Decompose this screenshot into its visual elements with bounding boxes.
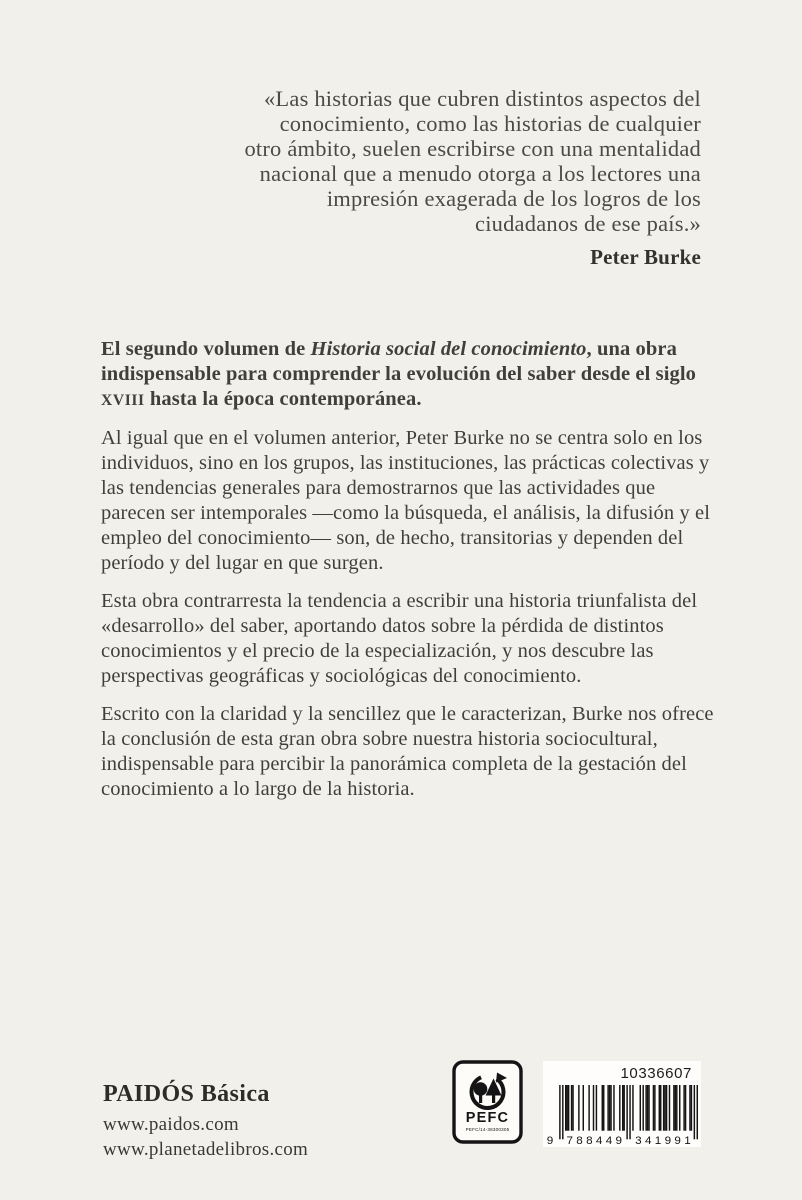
synopsis-paragraph: Escrito con la claridad y la sencillez que le caracterizan, Burke nos ofrece la conclusión de esta gran obra sobre nuestra historia sociocultural, indispensable para percibir la panorámica completa de la gestación del conocimiento a lo largo de la historia.: [101, 703, 714, 800]
publisher-url: www.paidos.com: [103, 1114, 239, 1135]
quote-line: nacional que a menudo otorga a los lectores una: [259, 161, 701, 186]
quote-line: ciudadanos de ese país.»: [475, 211, 701, 236]
quote-line: conocimiento, como las historias de cualquier: [279, 111, 701, 136]
pefc-label: PEFC: [465, 1110, 510, 1126]
svg-text:9: 9: [546, 1134, 554, 1145]
svg-text:788449: 788449: [566, 1134, 622, 1145]
roman-numeral-smallcaps: XVIII: [101, 392, 145, 409]
quote-line: «Las historias que cubren distintos aspectos del: [263, 86, 701, 111]
synopsis-intro: [101, 337, 721, 413]
imprint-name: PAIDÓS Básica: [103, 1081, 270, 1107]
product-code: 10336607: [620, 1065, 692, 1082]
intro-text: , una obra indispensable para comprender la evolución del saber desde el siglo: [101, 338, 696, 385]
synopsis-paragraph: Al igual que en el volumen anterior, Peter Burke no se centra solo en los individuos, sino en los grupos, las instituciones, las prácticas colectivas y las tendencias generales para demostrarnos que las actividades que parecen ser intemporales —como la búsqueda, el análisis, la difusión y el empleo del conocimiento— son, de hecho, transitorias y dependen del período y del lugar en que surgen.: [101, 427, 711, 574]
quote-line: otro ámbito, suelen escribirse con una mentalidad: [244, 136, 701, 161]
publisher-url: www.planetadelibros.com: [103, 1139, 309, 1160]
book-title-italic: Historia social del conocimiento: [310, 338, 587, 360]
quote-attribution: Peter Burke: [590, 245, 701, 269]
pefc-logo-icon: [452, 1060, 523, 1144]
synopsis-paragraph: Esta obra contrarresta la tendencia a escribir una historia triunfalista del «desarrollo» del saber, aportando datos sobre la pérdida de distintos conocimientos y el precio de la especialización, y nos descubre las perspectivas geográficas y sociológicas del conocimiento.: [101, 590, 698, 687]
quote-line: impresión exagerada de los logros de los: [326, 186, 701, 211]
pefc-cert-code: PEFC/14-38300305: [465, 1127, 510, 1132]
barcode-panel: [543, 1061, 701, 1147]
synopsis: [101, 337, 721, 815]
svg-text:341991: 341991: [635, 1134, 691, 1145]
review-quote: [221, 86, 701, 270]
intro-text: El segundo volumen de: [101, 338, 311, 360]
ean13-barcode-icon: [546, 1085, 698, 1145]
publisher-block: [103, 1081, 308, 1162]
intro-text: hasta la época contemporánea.: [144, 388, 422, 410]
pefc-certification-logo: [452, 1060, 523, 1144]
